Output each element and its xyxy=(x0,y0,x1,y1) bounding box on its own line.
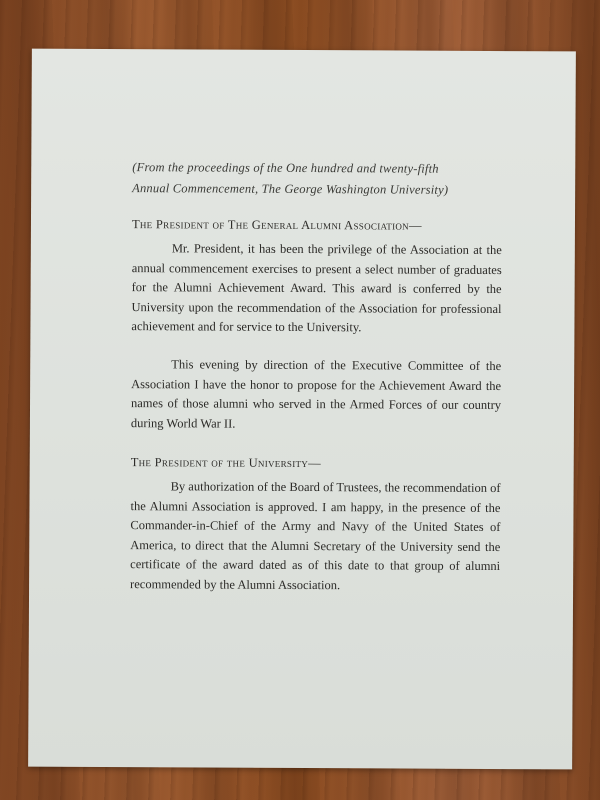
university-president-heading: The President of the University— xyxy=(130,455,321,471)
caption-line-2: Annual Commencement, The George Washington University) xyxy=(132,181,449,197)
paper-sheet xyxy=(28,49,576,770)
proceedings-caption xyxy=(132,157,532,201)
alumni-association-president-heading: The President of The General Alumni Association— xyxy=(131,217,422,233)
alumni-association-paragraph-2: This evening by direction of the Executive Committee of the Association I have the honor to propose for the Achievement Award the names of those alumni who served in the Armed Forces of our country during World War II. xyxy=(130,357,502,431)
alumni-association-paragraph-1: Mr. President, it has been the privilege of the Association at the annual commencement exercises to present a select number of graduates for the Alumni Achievement Award. This award is conferred by the University upon the recommendation of the Association for professional achievement and for service to the University. xyxy=(131,241,502,335)
university-president-paragraph: By authorization of the Board of Trustees, the recommendation of the Alumni Association is approved. I am happy, in the presence of the Commander-in-Chief of the Army and Navy of the United States of America, to direct that the Alumni Secretary of the University send the certificate of the award dated as of this date to that group of alumni recommended by the Alumni Association. xyxy=(130,479,501,593)
caption-line-1: (From the proceedings of the One hundred and twenty-fifth xyxy=(132,160,439,176)
